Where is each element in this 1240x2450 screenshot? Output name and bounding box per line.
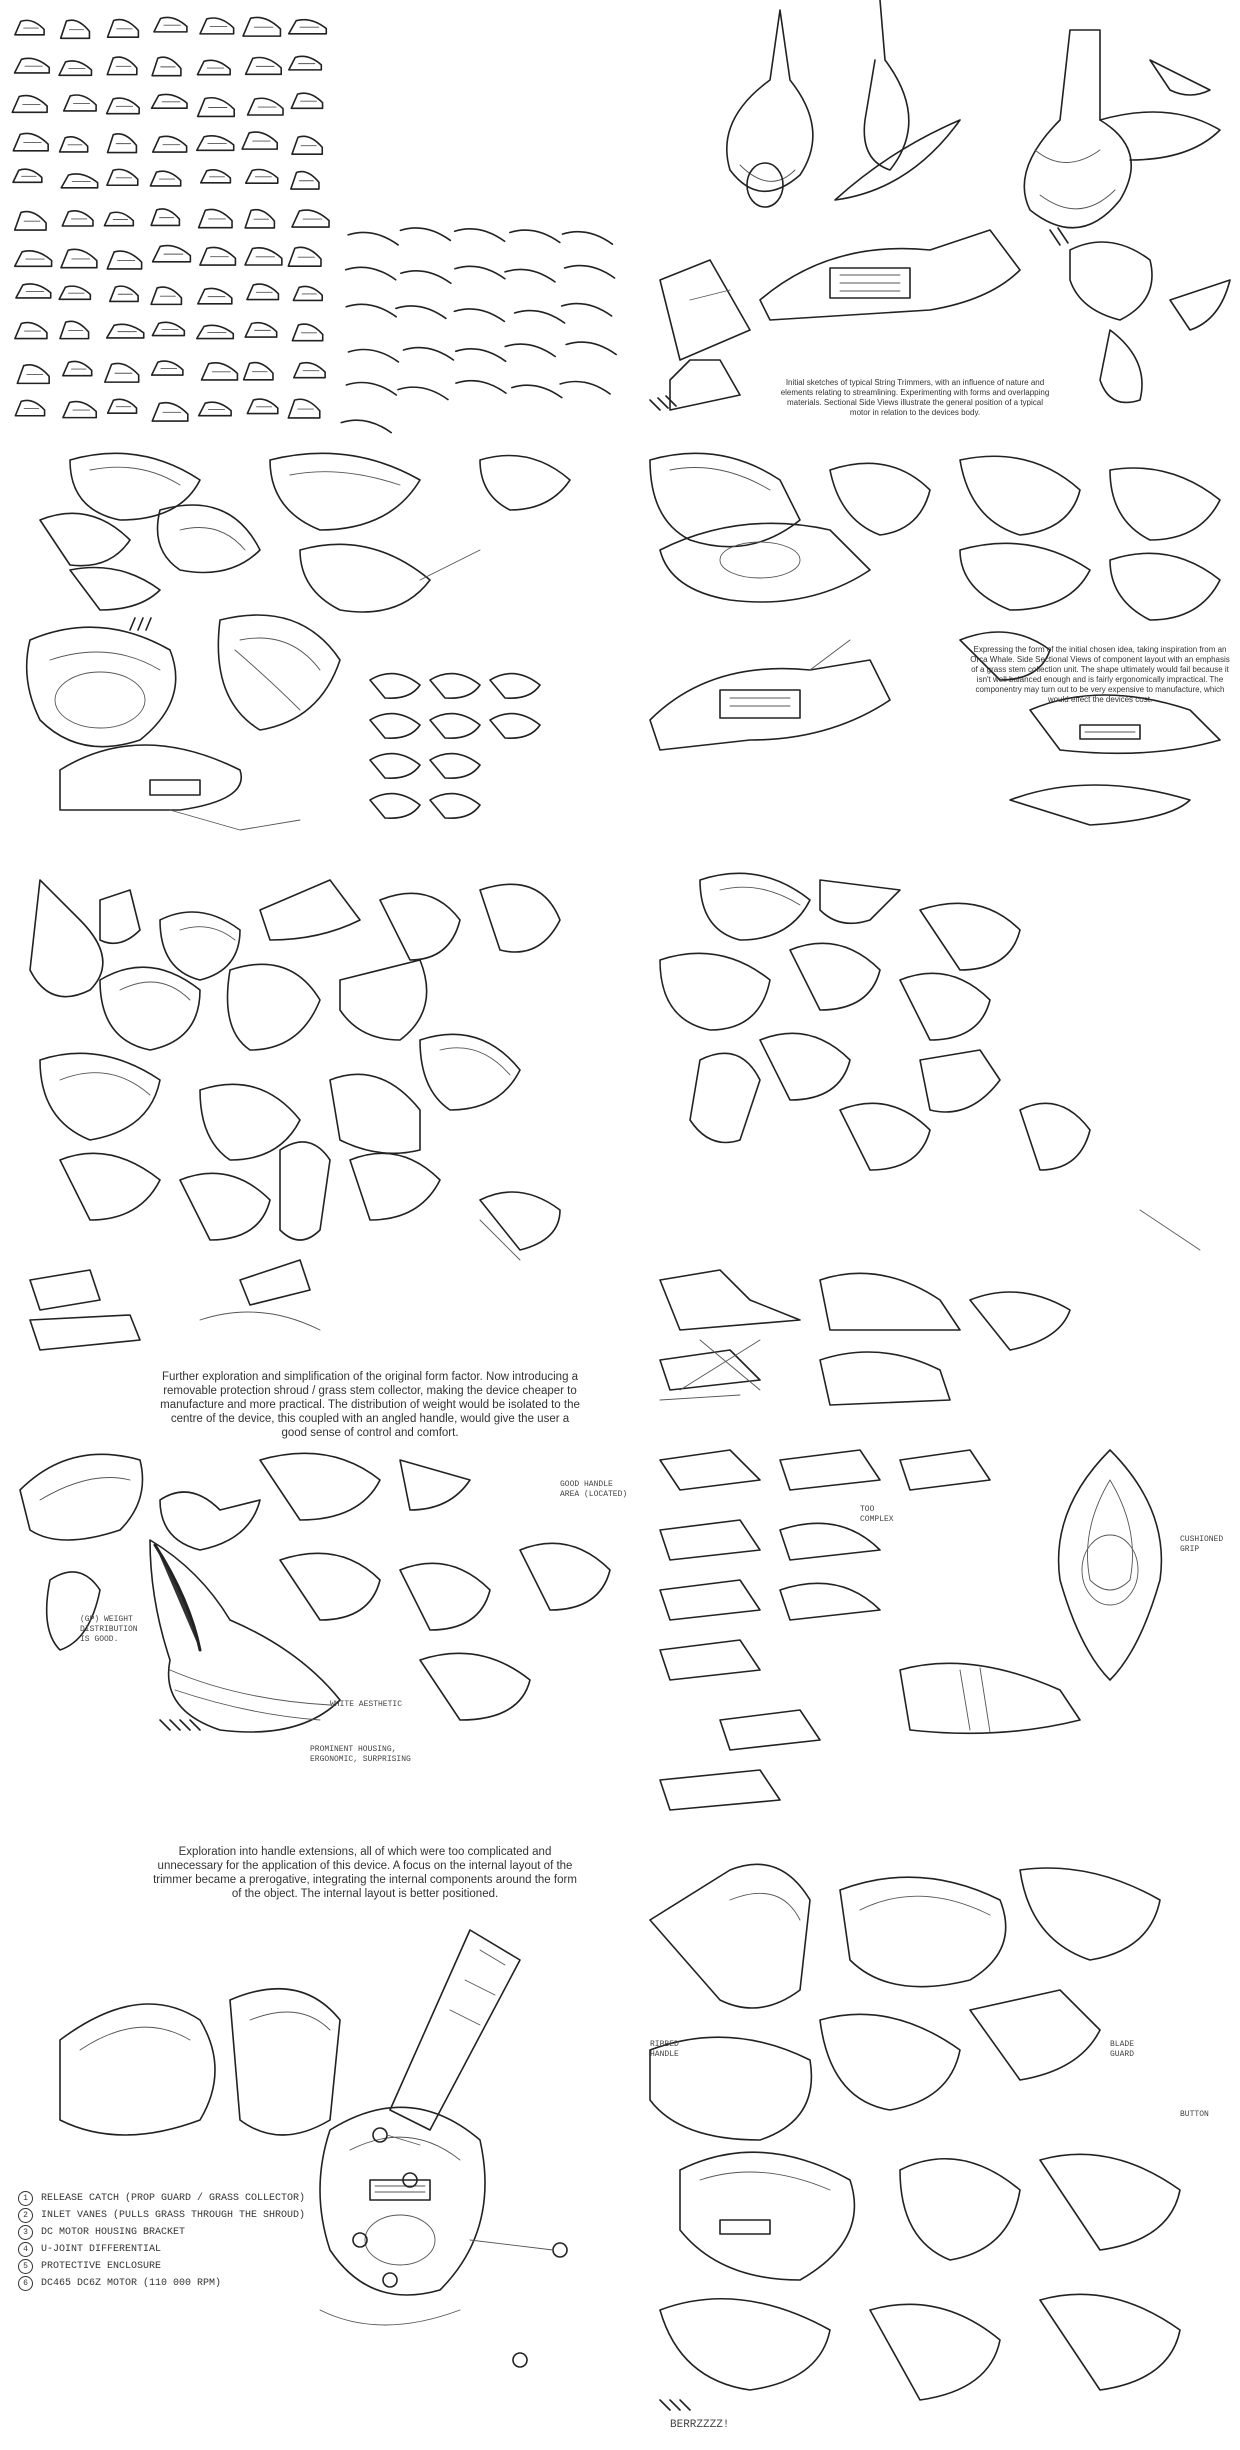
handle-stroke-sketch: [348, 349, 398, 361]
cushion-note: CUSHIONED GRIP: [1180, 1535, 1224, 1554]
thumbnail-sketch: [197, 325, 234, 338]
handle-stroke-sketch: [456, 381, 506, 393]
thumbnail-sketch: [201, 170, 231, 183]
legend-text: RELEASE CATCH (PROP GUARD / GRASS COLLECTOR): [41, 2193, 306, 2204]
handle-caption: Exploration into handle extensions, all of which were too complicated and unnecessary for the application of this device. A focus on the internal layout of the trimmer became a prerogative, integrating the internal components around the form of the object. The internal layout is better positioned.: [153, 1846, 577, 1900]
handle-stroke-sketch: [341, 420, 391, 432]
handle-stroke-sketch: [456, 349, 506, 361]
thumbnail-sketch: [104, 212, 133, 225]
component-layout-sketches: [640, 1420, 1240, 1840]
shroud-form-drawings: [0, 860, 640, 1420]
component-legend: [18, 2190, 348, 2292]
handle-stroke-sketch: [565, 266, 615, 278]
thumbnail-sketch: [248, 98, 283, 115]
thumbnail-sketches: [0, 0, 630, 440]
pod-form-drawings: [0, 440, 630, 860]
handle-stroke-sketch: [455, 229, 505, 241]
handle-stroke-sketch: [346, 304, 396, 316]
legend-number: 4: [18, 2242, 33, 2257]
handle-stroke-sketch: [512, 385, 562, 397]
component-layout-drawings: [640, 1420, 1240, 1840]
thumbnail-sketch: [107, 324, 144, 338]
thumbnail-sketch: [291, 93, 322, 108]
handle-stroke-sketch: [562, 232, 612, 244]
handle-stroke-sketch: [348, 232, 398, 244]
thumbnail-sketch: [198, 288, 232, 303]
thumbnail-sketch: [150, 171, 180, 186]
thumbnail-sketch: [199, 402, 231, 416]
initial-trimmer-drawings: [630, 0, 1240, 440]
thumbnail-sketch: [15, 400, 44, 415]
weight-note: (GP) WEIGHT DISTRIBUTION IS GOOD.: [80, 1615, 138, 1644]
legend-number: 1: [18, 2191, 33, 2206]
handle-stroke-sketch: [346, 267, 396, 279]
legend-item: [18, 2224, 348, 2241]
initial-trimmer-sketches: [630, 0, 1240, 440]
thumbnail-sketch: [197, 136, 234, 151]
handle-stroke-sketch: [403, 348, 453, 360]
thumbnail-sketch: [152, 361, 183, 375]
pod-form-sketches: [0, 440, 630, 860]
thumbnail-sketch: [294, 363, 325, 378]
handle-stroke-sketch: [560, 382, 610, 394]
thumbnail-sketch: [107, 98, 140, 114]
thumbnail-sketch: [293, 286, 322, 300]
legend-number: 3: [18, 2225, 33, 2240]
handle-stroke-sketch: [455, 266, 505, 278]
handle-stroke-sketch: [401, 271, 451, 283]
thumbnail-sketch: [16, 284, 51, 298]
thumbnail-sketch: [60, 137, 88, 152]
thumbnail-sketch: [202, 363, 238, 380]
thumbnail-sketch: [15, 251, 52, 266]
thumbnail-sketch: [15, 58, 50, 73]
thumbnail-sketch: [292, 324, 322, 341]
thumbnail-sketch: [242, 132, 277, 149]
thumbnail-sketch: [247, 284, 278, 299]
shroud-form-sketches: [0, 860, 640, 1439]
angled-handle-drawings: [640, 860, 1240, 1420]
legend-number: 2: [18, 2208, 33, 2223]
too-complex-note: TOO COMPLEX: [860, 1505, 894, 1524]
button-note: BUTTON: [1180, 2110, 1209, 2119]
thumbnail-sketch: [61, 174, 97, 188]
handle-stroke-sketch: [396, 306, 446, 318]
legend-item: [18, 2275, 348, 2292]
thumbnail-sketch: [59, 286, 90, 299]
legend-text: DC MOTOR HOUSING BRACKET: [41, 2227, 186, 2238]
thumbnail-sketch: [13, 169, 42, 182]
internal-layout-sketches: [0, 1920, 640, 2450]
thumbnail-sketch: [244, 363, 273, 380]
handle-stroke-sketch: [505, 344, 555, 356]
legend-item: [18, 2207, 348, 2224]
prominent-note: PROMINENT HOUSING, ERGONOMIC, SURPRISING: [310, 1745, 411, 1764]
thumbnail-sketch: [245, 323, 276, 337]
thumbnail-sketch: [247, 399, 277, 413]
legend-text: INLET VANES (PULLS GRASS THROUGH THE SHROUD): [41, 2210, 306, 2221]
thumbnail-sketch: [107, 169, 138, 185]
orca-caption: Expressing the form of the initial chosen idea, taking inspiration from an Orca Whale. Side Sectional Views of component layout with an emphasis of a grass stem collection unit. The shape ultimately would fail because it isn't well balanced enough and is fairly ergonomically impractical. The componentry may turn out to be very expensive to manufacture, which would effect the devices cost.: [970, 645, 1230, 704]
internal-layout-drawings: [0, 1920, 640, 2450]
legend-text: DC465 DC6Z MOTOR (110 000 RPM): [41, 2278, 222, 2289]
thumbnail-sketch: [152, 322, 184, 335]
handle-extension-sketches: [0, 1420, 640, 1840]
thumbnail-sketch: [64, 95, 96, 111]
legend-text: PROTECTIVE ENCLOSURE: [41, 2261, 162, 2272]
final-form-drawings: [640, 1840, 1240, 2450]
thumbnail-sketch: [152, 94, 187, 108]
angled-handle-sketches: [640, 860, 1240, 1420]
thumbnail-sketch: [197, 60, 230, 74]
handle-stroke-sketch: [454, 309, 504, 321]
blade-note: BLADE GUARD: [1110, 2040, 1135, 2059]
thumbnail-sketch: [154, 17, 187, 31]
handle-stroke-sketch: [400, 228, 450, 240]
thumbnail-sketch: [153, 246, 191, 262]
final-form-sketches: [640, 1840, 1240, 2450]
handle-stroke-sketch: [510, 230, 560, 242]
legend-text: U-JOINT DIFFERENTIAL: [41, 2244, 162, 2255]
further-caption: Further exploration and simplification of the original form factor. Now introducing a removable protection shroud / grass stem collector, making the device cheaper to manufacture and more practical. The distribution of weight would be isolated to the centre of the device, this coupled with an angled handle, would give the user a good sense of control and comfort.: [160, 1371, 580, 1439]
thumbnail-sketch: [12, 96, 47, 113]
good-handle-note: GOOD HANDLE AREA (LOCATED): [560, 1480, 628, 1499]
thumbnail-sketch: [62, 211, 93, 226]
handle-stroke-sketch: [515, 311, 565, 323]
thumbnail-sketch: [200, 18, 234, 34]
white-aesthetic-note: WHITE AESTHETIC: [330, 1700, 403, 1709]
thumbnail-sketch: [289, 56, 322, 70]
thumbnail-sketch: [15, 20, 44, 34]
handle-stroke-sketch: [562, 304, 612, 316]
thumbnail-sketch-grid: [0, 0, 630, 440]
legend-item: [18, 2258, 348, 2275]
legend-number: 5: [18, 2259, 33, 2274]
thumbnail-sketch: [289, 20, 327, 34]
thumbnail-sketch: [15, 323, 47, 339]
legend-item: [18, 2190, 348, 2207]
thumbnail-sketch: [63, 361, 92, 375]
handle-stroke-sketch: [346, 383, 396, 395]
handle-stroke-sketch: [398, 387, 448, 399]
thumbnail-sketch: [59, 61, 91, 75]
thumbnail-sketch: [153, 136, 187, 152]
thumbnail-sketch: [110, 286, 138, 301]
thumbnail-sketch: [63, 402, 96, 418]
handle-stroke-sketch: [566, 342, 616, 354]
orca-form-sketches: [630, 440, 1240, 860]
thumbnail-sketch: [108, 399, 137, 413]
handle-stroke-sketch: [505, 269, 555, 281]
thumbnail-sketch: [292, 210, 329, 227]
thumbnail-sketch: [246, 57, 282, 74]
initial-caption: Initial sketches of typical String Trimmers, with an influence of nature and elements relating to streamlining. Experimenting with forms and overlapping materials. Sectional Side Views illustrate the general position of a typical motor in relation to the devices body.: [780, 378, 1050, 417]
legend-number: 6: [18, 2276, 33, 2291]
berrzzzz-note: BERRZZZZ!: [670, 2419, 730, 2431]
ribbed-note: RIBBED HANDLE: [650, 2040, 679, 2059]
thumbnail-sketch: [151, 209, 179, 226]
thumbnail-sketch: [246, 169, 278, 183]
legend-item: [18, 2241, 348, 2258]
